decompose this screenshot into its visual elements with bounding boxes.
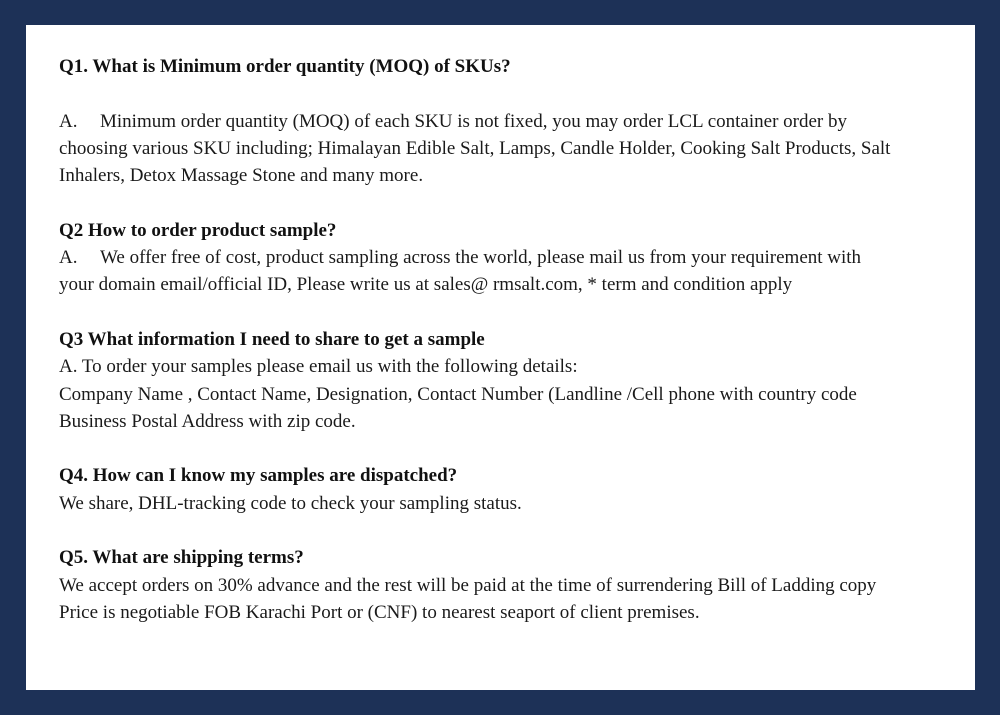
spacer (59, 517, 969, 544)
faq-question-2: Q2 How to order product sample? (59, 219, 337, 241)
faq-answer-1-line-1 (59, 108, 969, 135)
faq-answer-3-line-1: A. To order your samples please email us with the following details: (59, 356, 578, 378)
faq-question-4: Q4. How can I know my samples are dispatched? (59, 465, 458, 487)
answer-prefix: A. (59, 110, 78, 132)
answer-prefix: A. (59, 247, 78, 269)
answer-text: Minimum order quantity (MOQ) of each SKU is not fixed, you may order LCL container order by (100, 110, 847, 132)
faq-list (59, 53, 969, 626)
answer-text: We offer free of cost, product sampling across the world, please mail us from your requirement with (100, 247, 862, 269)
faq-panel (26, 25, 975, 690)
faq-answer-3-line-2: Company Name , Contact Name, Designation, Contact Number (Landline /Cell phone with country code (59, 383, 857, 405)
faq-answer-1-line-2: choosing various SKU including; Himalayan Edible Salt, Lamps, Candle Holder, Cooking Salt Products, Salt (59, 137, 891, 159)
faq-answer-1-line-3: Inhalers, Detox Massage Stone and many more. (59, 165, 424, 187)
faq-answer-5-line-2: Price is negotiable FOB Karachi Port or (CNF) to nearest seaport of client premises. (59, 601, 700, 623)
faq-answer-2-line-2: your domain email/official ID, Please write us at sales@ rmsalt.com, * term and condition apply (59, 274, 793, 296)
spacer (59, 435, 969, 462)
faq-answer-3-line-3: Business Postal Address with zip code. (59, 410, 356, 432)
spacer (59, 80, 969, 107)
faq-question-1: Q1. What is Minimum order quantity (MOQ) of SKUs? (59, 56, 511, 77)
spacer (59, 189, 969, 216)
faq-question-5: Q5. What are shipping terms? (59, 547, 304, 569)
faq-answer-4-line-1: We share, DHL-tracking code to check your sampling status. (59, 492, 522, 514)
faq-answer-5-line-1: We accept orders on 30% advance and the rest will be paid at the time of surrendering Bill of Ladding copy (59, 574, 877, 596)
faq-question-3: Q3 What information I need to share to get a sample (59, 328, 485, 350)
spacer (59, 299, 969, 326)
faq-answer-2-line-1 (59, 244, 969, 271)
